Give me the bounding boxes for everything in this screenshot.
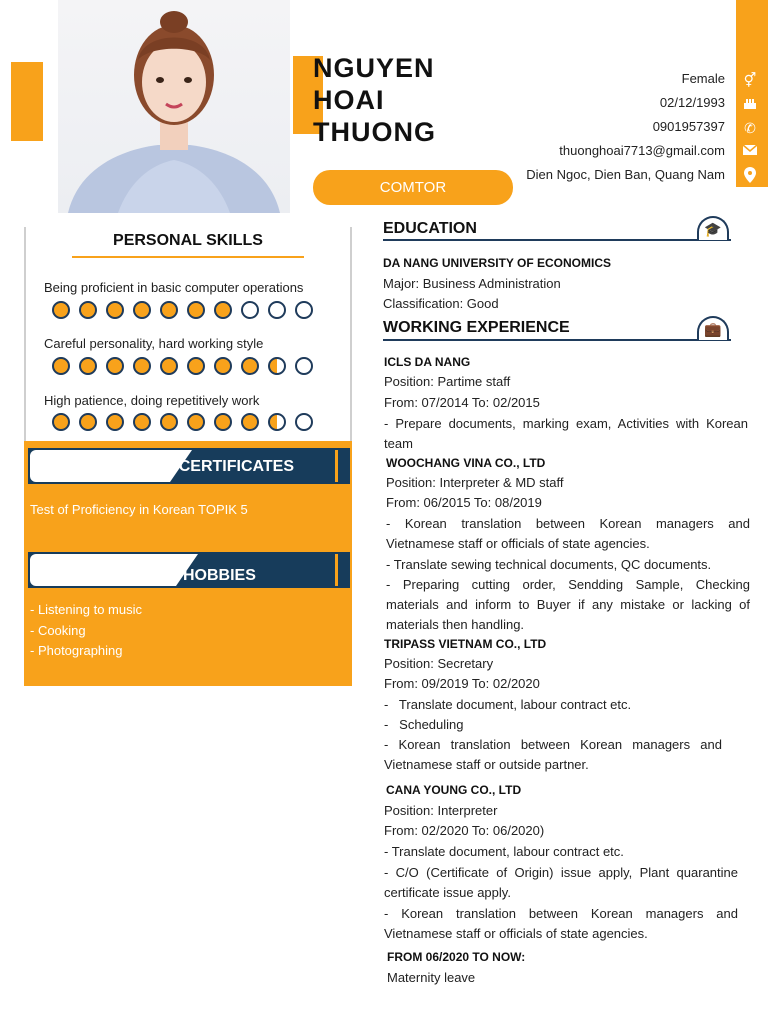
skill-rating-dot <box>79 301 97 319</box>
hobby-item: - Photographing <box>30 643 123 658</box>
skill-rating-dot <box>268 357 286 375</box>
job-duty: - Prepare documents, marking exam, Activities with Korean team <box>384 416 748 451</box>
location-icon <box>739 167 761 185</box>
skill-rating-dot <box>106 301 124 319</box>
education-rule <box>383 239 731 241</box>
job-duty: - Korean translation between Korean managers and Vietnamese staff or outside partner. <box>384 737 722 772</box>
banner-tab <box>30 450 170 482</box>
current-period-heading: FROM 06/2020 TO NOW: <box>387 950 526 964</box>
job-title-badge: COMTOR <box>313 170 513 205</box>
name-line-2: HOAI <box>313 85 385 115</box>
skill-rating <box>52 301 322 319</box>
skill-label: Careful personality, hard working style <box>44 336 264 351</box>
job-position: Position: Secretary <box>384 656 494 671</box>
school-name: DA NANG UNIVERSITY OF ECONOMICS <box>383 256 612 270</box>
current-status: Maternity leave <box>387 970 476 985</box>
skill-label: High patience, doing repetitively work <box>44 393 260 408</box>
education-major: Major: Business Administration <box>383 276 561 291</box>
skill-rating-dot <box>79 357 97 375</box>
skill-rating-dot <box>106 357 124 375</box>
gender-icon: ⚥ <box>743 72 757 88</box>
hobby-item: - Listening to music <box>30 602 142 617</box>
contact-gender: Female <box>681 71 725 86</box>
company-name: CANA YOUNG CO., LTD <box>386 783 522 797</box>
skills-panel <box>24 227 352 441</box>
skill-label: Being proficient in basic computer operations <box>44 280 304 295</box>
skill-rating-dot <box>187 301 205 319</box>
certificates-heading: CERTIFICATES <box>178 458 294 475</box>
skill-rating-dot <box>106 413 124 431</box>
skill-rating-dot <box>241 413 259 431</box>
skill-rating-dot <box>133 357 151 375</box>
banner-stripe <box>335 450 338 482</box>
hobby-item: - Cooking <box>30 623 86 638</box>
phone-icon: ✆ <box>744 120 756 136</box>
job-position: Position: Interpreter <box>384 803 498 818</box>
profile-photo <box>58 0 290 213</box>
skill-rating <box>52 357 322 375</box>
hobbies-heading: HOBBIES <box>183 567 256 584</box>
experience-rule <box>383 339 731 341</box>
job-duty: - Translate sewing technical documents, QC documents. <box>386 557 712 572</box>
experience-heading: WORKING EXPERIENCE <box>383 319 570 336</box>
company-name: WOOCHANG VINA CO., LTD <box>386 456 546 470</box>
job-duty: - Translate document, labour contract etc. <box>384 844 624 859</box>
job-period: From: 09/2019 To: 02/2020 <box>384 676 540 691</box>
name-line-1: NGUYEN <box>313 53 435 83</box>
skill-rating-dot <box>295 413 313 431</box>
skill-rating-dot <box>268 413 286 431</box>
job-period: From: 02/2020 To: 06/2020) <box>384 823 545 838</box>
contact-address: Dien Ngoc, Dien Ban, Quang Nam <box>526 167 725 182</box>
skill-rating-dot <box>79 413 97 431</box>
skill-rating-dot <box>268 301 286 319</box>
company-name: ICLS DA NANG <box>384 355 471 369</box>
contact-phone: 0901957397 <box>652 119 725 134</box>
job-duty: - Translate document, labour contract etc. <box>384 697 632 712</box>
skill-rating-dot <box>160 413 178 431</box>
skill-rating-dot <box>160 301 178 319</box>
contact-email[interactable]: thuonghoai7713@gmail.com <box>559 143 725 158</box>
skill-rating-dot <box>214 413 232 431</box>
job-duty: - Korean translation between Korean managers and Vietnamese staff or officials of state agencies. <box>386 516 750 551</box>
skill-rating-dot <box>214 301 232 319</box>
cake-icon <box>739 95 761 113</box>
job-period: From: 07/2014 To: 02/2015 <box>384 395 540 410</box>
skill-rating-dot <box>133 301 151 319</box>
skill-rating-dot <box>187 413 205 431</box>
decor-block-left <box>11 62 43 141</box>
banner-tab <box>30 554 176 586</box>
job-duty: - Korean translation between Korean managers and Vietnamese staff or officials of state agencies. <box>384 906 738 941</box>
mail-icon <box>739 143 761 161</box>
skill-rating-dot <box>295 357 313 375</box>
skill-rating-dot <box>187 357 205 375</box>
education-classification: Classification: Good <box>383 296 499 311</box>
graduation-cap-icon: 🎓 <box>697 216 729 240</box>
job-period: From: 06/2015 To: 08/2019 <box>386 495 542 510</box>
briefcase-icon: 💼 <box>697 316 729 340</box>
skill-rating-dot <box>52 357 70 375</box>
skill-rating-dot <box>295 301 313 319</box>
job-position: Position: Partime staff <box>384 374 511 389</box>
skill-rating-dot <box>214 357 232 375</box>
certificate-item: Test of Proficiency in Korean TOPIK 5 <box>30 502 248 517</box>
skill-rating <box>52 413 322 431</box>
full-name <box>313 52 513 148</box>
skill-rating-dot <box>241 301 259 319</box>
contact-dob: 02/12/1993 <box>659 95 725 110</box>
skills-underline <box>72 256 304 258</box>
banner-stripe <box>335 554 338 586</box>
skills-heading: PERSONAL SKILLS <box>113 232 263 249</box>
job-duty: - Preparing cutting order, Sendding Sample, Checking materials and inform to Buyer if any mistake or lacking of materials then handling. <box>386 577 750 632</box>
skill-rating-dot <box>133 413 151 431</box>
job-position: Position: Interpreter & MD staff <box>386 475 564 490</box>
company-name: TRIPASS VIETNAM CO., LTD <box>384 637 547 651</box>
name-line-3: THUONG <box>313 117 436 147</box>
skill-rating-dot <box>241 357 259 375</box>
skill-rating-dot <box>52 301 70 319</box>
job-duty: - C/O (Certificate of Origin) issue apply, Plant quarantine certificate issue apply. <box>384 865 738 900</box>
skill-rating-dot <box>160 357 178 375</box>
skill-rating-dot <box>52 413 70 431</box>
job-duty: - Scheduling <box>384 717 464 732</box>
education-heading: EDUCATION <box>383 220 477 237</box>
